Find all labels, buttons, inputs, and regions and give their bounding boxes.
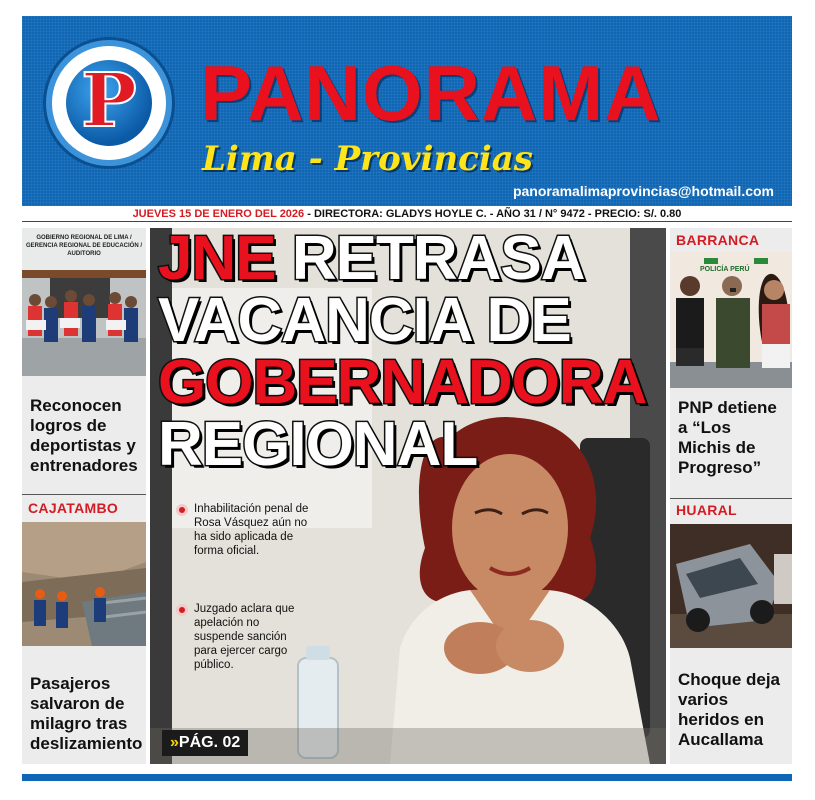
bullet-text: Juzgado aclara que apelación no suspende sanción para ejercer cargo público.	[194, 603, 295, 671]
headline-line-gobernadora: GOBERNADORA	[158, 348, 647, 417]
left-column	[22, 228, 146, 764]
main-headline[interactable]	[158, 228, 658, 479]
section-label-cajatambo: CAJATAMBO	[28, 500, 119, 516]
newspaper-title: PANORAMA	[200, 49, 662, 137]
contact-email[interactable]: panoramalimaprovincias@hotmail.com	[512, 183, 774, 199]
headline-word-jne: JNE	[158, 228, 276, 293]
bullet-item	[176, 502, 312, 558]
column-divider	[670, 498, 792, 499]
section-label-huaral: HUARAL	[676, 502, 737, 518]
panorama-logo-icon	[46, 40, 172, 166]
police-banner-text: POLICÍA PERÚ	[700, 266, 750, 273]
page-reference-link[interactable]	[162, 730, 248, 756]
issue-details: - DIRECTORA: GLADYS HOYLE C. - AÑO 31 / N° 9472 - PRECIO: S/. 0.80	[304, 208, 682, 220]
crash-photo[interactable]	[670, 524, 792, 648]
section-label-barranca: BARRANCA	[676, 232, 760, 248]
headline-word-retrasa: RETRASA	[275, 228, 585, 293]
story-headline-deportistas[interactable]: Reconocen logros de deportistas y entrenadores	[30, 396, 138, 475]
bottom-bar	[22, 774, 792, 781]
bullet-text: Inhabilitación penal de Rosa Vásquez aún no ha sido aplicada de forma oficial.	[194, 503, 309, 557]
awards-photo[interactable]	[22, 228, 146, 376]
landslide-photo[interactable]	[22, 522, 146, 646]
bullet-icon	[176, 504, 188, 516]
headline-line-vacancia: VACANCIA DE	[158, 286, 571, 355]
right-column	[670, 228, 792, 764]
story-headline-pasajeros[interactable]: Pasajeros salvaron de milagro tras deslizamiento	[30, 674, 143, 753]
column-divider	[22, 494, 146, 495]
headline-line-regional: REGIONAL	[158, 410, 478, 479]
story-headline-michis[interactable]: PNP detiene a “Los Michis de Progreso”	[678, 398, 777, 477]
double-chevron-icon: »	[170, 734, 179, 751]
dateline	[22, 206, 792, 222]
story-headline-choque[interactable]: Choque deja varios heridos en Aucallama	[678, 670, 781, 749]
bullet-item	[176, 602, 312, 672]
newspaper-subtitle: Lima - Provincias	[202, 139, 533, 179]
bullet-icon	[176, 604, 188, 616]
main-story	[150, 228, 666, 764]
police-arrest-photo[interactable]	[670, 252, 792, 388]
issue-date: JUEVES 15 DE ENERO DEL 2026	[132, 208, 305, 220]
page-reference-label: PÁG. 02	[178, 734, 241, 751]
logo-letter: P	[81, 58, 137, 144]
masthead	[22, 16, 792, 206]
photo-sign-text: GOBIERNO REGIONAL DE LIMA / GERENCIA REGIONAL DE EDUCACIÓN / AUDITORIO	[26, 235, 143, 257]
